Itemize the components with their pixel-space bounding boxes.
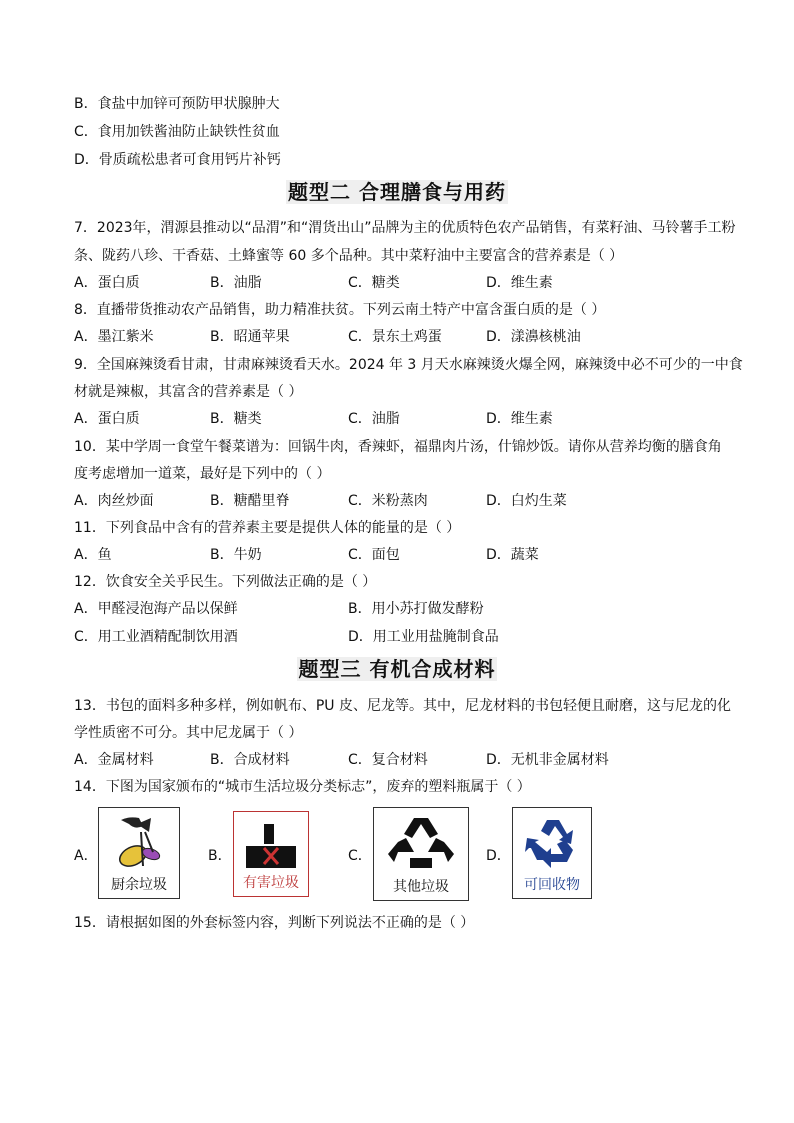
question-12-line1: 12．饮食安全关乎民生。下列做法正确的是（ ） bbox=[74, 574, 377, 590]
option-line-b: B．食盐中加锌可预防甲状腺肿大 bbox=[74, 96, 280, 112]
question-10-line2: 度考虑增加一道菜，最好是下列中的（ ） bbox=[74, 466, 331, 482]
q11-option-b: B．牛奶 bbox=[210, 547, 262, 563]
question-7-line1: 7．2023年，渭源县推动以“品渭”和“渭货出山”品牌为主的优质特色农产品销售，有菜籽油、马铃薯手工粉 bbox=[74, 220, 736, 236]
q10-option-a: A．肉丝炒面 bbox=[74, 493, 154, 509]
q13-option-c: C．复合材料 bbox=[348, 752, 428, 768]
q11-option-d: D．蔬菜 bbox=[486, 547, 539, 563]
q9-option-b: B．糖类 bbox=[210, 411, 262, 427]
kitchen-waste-bin bbox=[98, 807, 180, 899]
q8-option-d: D．漾濞核桃油 bbox=[486, 329, 581, 345]
hazardous-waste-label: 有害垃圾 bbox=[243, 875, 299, 891]
q7-option-a: A．蛋白质 bbox=[74, 275, 140, 291]
question-13-line2: 学性质密不可分。其中尼龙属于（ ） bbox=[74, 725, 303, 741]
q9-option-c: C．油脂 bbox=[348, 411, 400, 427]
other-waste-bin bbox=[373, 807, 469, 901]
hazardous-waste-icon bbox=[234, 814, 308, 878]
question-15-line1: 15．请根据如图的外套标签内容，判断下列说法不正确的是（ ） bbox=[74, 915, 475, 931]
q7-option-d: D．维生素 bbox=[486, 275, 553, 291]
q14-option-c: C． bbox=[348, 848, 372, 864]
section-heading bbox=[0, 655, 794, 683]
section-heading bbox=[0, 178, 794, 206]
recycle-icon bbox=[513, 812, 591, 878]
q12-option-b: B．用小苏打做发酵粉 bbox=[348, 601, 484, 617]
kitchen-waste-label: 厨余垃圾 bbox=[111, 877, 167, 893]
q12-option-a: A．甲醛浸泡海产品以保鲜 bbox=[74, 601, 238, 617]
q8-option-a: A．墨江紫米 bbox=[74, 329, 154, 345]
q8-option-b: B．昭通苹果 bbox=[210, 329, 290, 345]
recyclable-bin bbox=[512, 807, 592, 899]
q11-option-a: A．鱼 bbox=[74, 547, 112, 563]
other-waste-label: 其他垃圾 bbox=[393, 879, 449, 895]
section-title: 题型二 合理膳食与用药 bbox=[288, 180, 506, 204]
recyclable-label: 可回收物 bbox=[524, 877, 580, 893]
q7-option-b: B．油脂 bbox=[210, 275, 262, 291]
q13-option-a: A．金属材料 bbox=[74, 752, 154, 768]
question-9-line1: 9．全国麻辣烫看甘肃，甘肃麻辣烫看天水。2024 年 3 月天水麻辣烫火爆全网，麻辣烫中必不可少的一中食 bbox=[74, 357, 743, 373]
q8-option-c: C．景东土鸡蛋 bbox=[348, 329, 442, 345]
q10-option-c: C．米粉蒸肉 bbox=[348, 493, 428, 509]
section-title: 题型三 有机合成材料 bbox=[298, 657, 496, 681]
question-8-line1: 8．直播带货推动农产品销售，助力精准扶贫。下列云南土特产中富含蛋白质的是（ ） bbox=[74, 302, 606, 318]
question-13-line1: 13．书包的面料多种多样，例如帆布、PU 皮、尼龙等。其中，尼龙材料的书包轻便且耐磨，这与尼龙的化 bbox=[74, 698, 731, 714]
question-14-line1: 14．下图为国家颁布的“城市生活垃圾分类标志”，废弃的塑料瓶属于（ ） bbox=[74, 779, 531, 795]
q14-option-d: D． bbox=[486, 848, 511, 864]
q10-option-d: D．白灼生菜 bbox=[486, 493, 567, 509]
q13-option-b: B．合成材料 bbox=[210, 752, 290, 768]
q9-option-d: D．维生素 bbox=[486, 411, 553, 427]
option-line-c: C．食用加铁酱油防止缺铁性贫血 bbox=[74, 124, 280, 140]
q14-option-a: A． bbox=[74, 848, 98, 864]
hazardous-waste-bin bbox=[233, 811, 309, 897]
q10-option-b: B．糖醋里脊 bbox=[210, 493, 290, 509]
q14-option-b: B． bbox=[208, 848, 232, 864]
question-10-line1: 10．某中学周一食堂午餐菜谱为：回锅牛肉，香辣虾，福鼎肉片汤，什锦炒饭。请你从营养均衡的膳食角 bbox=[74, 439, 722, 455]
question-9-line2: 材就是辣椒，其富含的营养素是（ ） bbox=[74, 384, 303, 400]
q9-option-a: A．蛋白质 bbox=[74, 411, 140, 427]
q7-option-c: C．糖类 bbox=[348, 275, 400, 291]
q12-option-c: C．用工业酒精配制饮用酒 bbox=[74, 629, 238, 645]
q11-option-c: C．面包 bbox=[348, 547, 400, 563]
other-waste-icon bbox=[374, 810, 468, 880]
q13-option-d: D．无机非金属材料 bbox=[486, 752, 609, 768]
option-line-d: D．骨质疏松患者可食用钙片补钙 bbox=[74, 152, 281, 168]
kitchen-waste-icon bbox=[99, 810, 179, 878]
question-7-line2: 条、陇药八珍、干香菇、土蜂蜜等 60 多个品种。其中菜籽油中主要富含的营养素是（ ） bbox=[74, 248, 624, 264]
question-11-line1: 11．下列食品中含有的营养素主要是提供人体的能量的是（ ） bbox=[74, 520, 461, 536]
q12-option-d: D．用工业用盐腌制食品 bbox=[348, 629, 499, 645]
